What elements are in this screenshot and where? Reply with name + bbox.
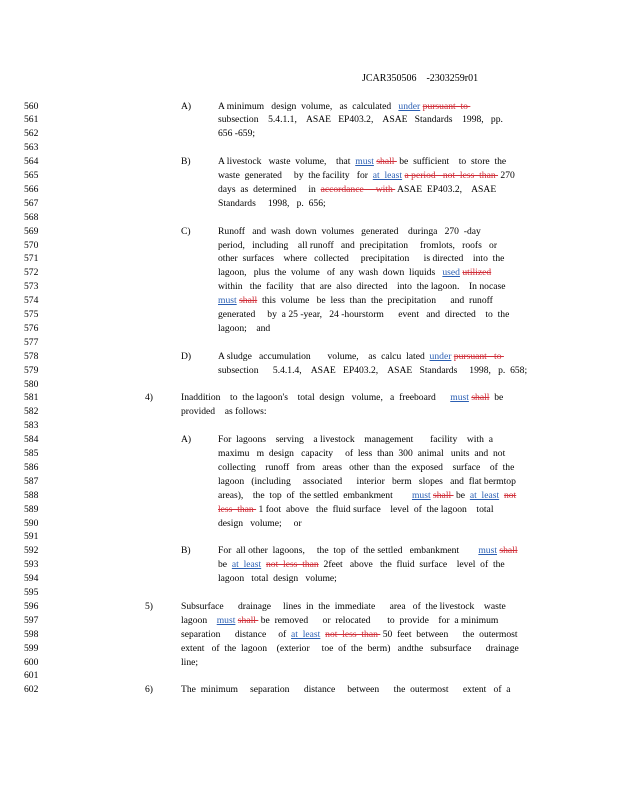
line-575 [0,308,618,322]
line-text [218,252,504,266]
text-run: A sludge accumulation volume, as calcu lated [218,350,430,362]
text-run: Subsurface drainage lines in the immediate area of the livestock waste [181,600,506,612]
text-run: within the facility that are also directed into the lagoon. In nocase [218,281,506,293]
line-number: 580 [24,378,39,390]
text-run: period, including all runoff and precipitation fromlots, roofs or [218,239,498,251]
line-text [218,489,516,503]
text-run: A minimum design volume, as calculated [218,100,399,112]
text-run: subsection 5.4.1.4, ASAE EP403.2, ASAE Standards 1998, p. 658; [218,364,528,376]
line-text [218,100,470,114]
text-run: lagoon [181,614,217,626]
line-text [218,461,514,475]
deleted-text: utilized [462,267,492,279]
line-text [218,517,302,531]
line-562 [0,127,618,141]
line-text [181,628,518,642]
line-text [181,656,198,670]
line-number: 596 [24,600,39,612]
deleted-text: shall [239,295,258,307]
line-570 [0,239,618,253]
text-run: areas), the top of the settled embankment [218,489,412,501]
text-run: days as determined in [218,183,321,195]
deleted-text: shall [471,392,490,404]
text-run: separation distance of [181,628,292,640]
revision-code: -2303259r01 [426,73,479,84]
deleted-text: not less than [265,559,319,571]
line-600 [0,656,618,670]
line-text [181,642,519,656]
line-text [218,503,494,517]
item-marker: D) [181,350,192,362]
line-number: 579 [24,364,39,376]
line-587 [0,475,618,489]
line-581 [0,391,618,405]
line-text [218,322,270,336]
document-id: JCAR350506 [362,73,417,84]
text-run: Inaddition to the lagoon's total design volume, a freeboard [181,392,451,404]
line-number: 598 [24,628,39,640]
text-run: be [489,392,504,404]
item-marker: 4) [145,392,153,404]
inserted-text: under [398,100,421,112]
line-576 [0,322,618,336]
deleted-text: accordance with [320,183,396,195]
line-number: 561 [24,114,39,126]
line-number: 597 [24,614,39,626]
line-text [181,391,503,405]
line-text [218,294,493,308]
line-578 [0,350,618,364]
line-number: 594 [24,573,39,585]
line-573 [0,280,618,294]
line-text [218,169,515,183]
line-text [218,544,518,558]
line-number: 572 [24,267,39,279]
line-number: 578 [24,350,39,362]
inserted-text: must [216,614,236,626]
line-number: 584 [24,434,39,446]
line-text [181,600,506,614]
line-text [218,433,493,447]
line-598 [0,628,618,642]
line-number: 589 [24,503,39,515]
line-564 [0,155,618,169]
line-number: 581 [24,392,39,404]
text-run: be sufficient to store the [396,156,507,168]
line-number: 599 [24,642,39,654]
line-594 [0,572,618,586]
inserted-text: must [478,545,497,557]
line-577 [0,336,618,350]
line-565 [0,169,618,183]
line-text [218,266,491,280]
deleted-text: not less than [325,628,381,640]
text-run: For all other lagoons, the top of the settled embankment [218,545,479,557]
text-run: For lagoons serving a livestock management facility with a [218,434,493,446]
line-number: 562 [24,128,39,140]
text-run: line; [181,656,199,668]
line-601 [0,669,618,683]
line-text [218,155,506,169]
line-586 [0,461,618,475]
text-run: be [453,489,470,501]
line-text [218,239,497,253]
line-590 [0,517,618,531]
line-563 [0,141,618,155]
line-number: 583 [24,420,39,432]
item-marker: 6) [145,684,153,696]
line-number: 591 [24,531,39,543]
inserted-text: at least [231,559,262,571]
text-run: Runoff and wash down volumes generated duringa 270 -day [218,225,481,237]
line-560 [0,100,618,114]
item-marker: 5) [145,600,153,612]
line-text [218,364,527,378]
line-number: 600 [24,656,39,668]
line-number: 570 [24,239,39,251]
text-run: design volume; or [218,517,302,529]
text-run: other surfaces where collected precipitation is directed into the [218,253,505,265]
line-567 [0,197,618,211]
line-number: 574 [24,295,39,307]
inserted-text: must [218,295,237,307]
deleted-text: less than [218,503,257,515]
text-run: extent of the lagoon (exterior toe of the berm) andthe subsurface drainage [181,642,519,654]
text-run: 656 -659; [218,128,256,140]
line-text [218,350,504,364]
line-number: 567 [24,197,39,209]
line-number: 573 [24,281,39,293]
inserted-text: used [442,267,460,279]
deleted-text: shall [433,489,454,501]
line-number: 571 [24,253,39,265]
deleted-text: shall [376,156,397,168]
text-run: 50 feet between the outermost [380,628,518,640]
deleted-text: shall [237,614,259,626]
line-number: 577 [24,336,39,348]
line-572 [0,266,618,280]
line-580 [0,378,618,392]
line-588 [0,489,618,503]
text-run: lagoon, plus the volume of any wash down liquids [218,267,443,279]
line-596 [0,600,618,614]
line-569 [0,225,618,239]
line-579 [0,364,618,378]
inserted-text: at least [469,489,500,501]
line-566 [0,183,618,197]
line-597 [0,614,618,628]
deleted-text: pursuant to [453,350,504,362]
line-text [181,405,267,419]
line-568 [0,211,618,225]
line-number: 575 [24,309,39,320]
line-589 [0,503,618,517]
line-text [218,197,326,211]
line-text [218,183,496,197]
deleted-text: a period not less than [404,170,499,181]
line-number: 595 [24,587,39,598]
line-number: 587 [24,475,39,487]
line-593 [0,558,618,572]
item-marker: B) [181,156,191,168]
deleted-text: shall [499,545,518,557]
inserted-text: under [429,350,452,362]
inserted-text: must [450,392,469,404]
line-number: 585 [24,448,39,459]
line-582 [0,405,618,419]
line-number: 564 [24,156,39,168]
text-run: this volume be less than the precipitation and runoff [257,295,493,307]
text-run: be [218,559,232,571]
text-run: ASAE EP403.2, ASAE [395,183,497,195]
item-marker: A) [181,434,192,446]
line-number: 563 [24,142,39,154]
inserted-text: at least [372,170,403,181]
text-run: subsection 5.4.1.1, ASAE EP403.2, ASAE Standards 1998, pp. [218,114,503,126]
line-text [218,572,337,586]
line-number: 569 [24,225,39,237]
line-number: 588 [24,489,39,501]
text-run: be removed or relocated to provide for a minimum [258,614,499,626]
line-585 [0,447,618,461]
item-marker: C) [181,225,191,237]
text-run: 270 [498,170,515,181]
line-number: 602 [24,684,39,696]
text-run: The minimum separation distance between the outermost extent of a [181,684,511,696]
text-run: A livestock waste volume, that [218,156,356,168]
line-text [181,683,511,697]
line-584 [0,433,618,447]
text-run: lagoon (including associated interior berm slopes and flat bermtop [218,475,516,487]
line-591 [0,530,618,544]
deleted-text: not [503,489,517,501]
line-text [218,475,516,489]
text-run: provided as follows: [181,406,267,418]
line-602 [0,683,618,697]
line-text [218,447,505,461]
line-text [218,127,255,141]
line-number: 592 [24,545,39,557]
line-number: 560 [24,100,39,112]
line-text [218,308,509,322]
text-run: lagoon total design volume; [218,573,337,585]
item-marker: A) [181,100,192,112]
line-number: 568 [24,211,39,223]
text-run: 1 foot above the fluid surface level of the lagoon total [256,503,494,515]
inserted-text: must [411,489,431,501]
line-number: 593 [24,559,39,571]
line-text [181,614,498,628]
text-run: 2feet above the fluid surface level of the [318,559,505,571]
line-text [218,558,505,572]
text-run: collecting runoff from areas other than the exposed surface of the [218,461,515,473]
text-run: generated by a 25 -year, 24 -hourstorm event and directed to the [218,309,510,320]
line-561 [0,113,618,127]
text-run: maximu m design capacity of less than 300 animal units and not [218,448,506,459]
inserted-text: must [355,156,374,168]
line-number: 565 [24,170,39,181]
line-text [218,113,503,127]
line-number: 586 [24,461,39,473]
line-number: 590 [24,517,39,529]
item-marker: B) [181,545,191,557]
text-run: Standards 1998, p. 656; [218,197,326,209]
inserted-text: at least [291,628,321,640]
deleted-text: pursuant to [422,100,471,112]
line-number: 566 [24,183,39,195]
text-run: lagoon; and [218,322,271,334]
line-number: 582 [24,406,39,418]
line-571 [0,252,618,266]
line-number: 576 [24,322,39,334]
line-text [218,225,481,239]
text-run: waste generated by the facility for [218,170,373,181]
line-595 [0,586,618,600]
line-text [218,280,505,294]
line-574 [0,294,618,308]
line-number: 601 [24,670,39,682]
line-583 [0,419,618,433]
page-header [362,73,478,84]
line-599 [0,642,618,656]
line-592 [0,544,618,558]
